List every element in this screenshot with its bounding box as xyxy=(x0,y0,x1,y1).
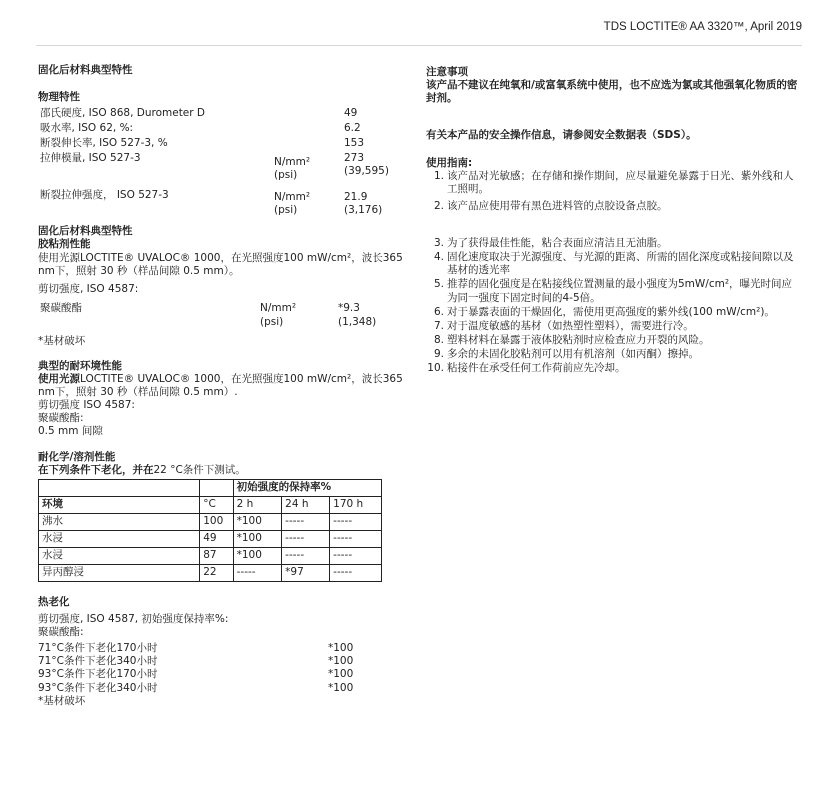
table-cell: ----- xyxy=(282,530,330,547)
chemical-subtitle-bold: 在下列条件下老化，并在 xyxy=(38,463,154,476)
table-cell xyxy=(39,479,200,496)
item-number: 5. xyxy=(433,278,444,291)
retention-header: 初始强度的保持率% xyxy=(233,479,381,496)
heat-aging-line1: 剪切强度, ISO 4587, 初始强度保持率%: xyxy=(38,612,229,625)
property-unit xyxy=(274,107,344,122)
list-item xyxy=(38,668,428,681)
table-cell: *97 xyxy=(282,564,330,581)
table-row xyxy=(38,183,408,217)
adhesive-table xyxy=(38,302,408,328)
chemical-subtitle-rest: 22 °C条件下测试。 xyxy=(153,463,246,476)
item-text: 固化速度取决于光源强度、与光源的距离、所需的固化深度或粘接间隙以及基材的透光率 xyxy=(447,251,794,277)
value-metric: *9.3 xyxy=(338,302,360,315)
heat-aging-label: 71°C条件下老化170小时 xyxy=(38,642,158,655)
table-cell: ----- xyxy=(330,547,382,564)
property-unit xyxy=(274,183,344,217)
heat-aging-title: 热老化 xyxy=(38,595,70,608)
item-number: 6. xyxy=(433,305,444,318)
environment-shear: 剪切强度 ISO 4587: xyxy=(38,399,135,412)
item-number: 7. xyxy=(433,319,444,332)
property-name: 邵氏硬度, ISO 868, Durometer D xyxy=(40,107,206,120)
item-text: 该产品应使用带有黑色进料管的点胶设备点胶。 xyxy=(447,199,668,212)
unit-imperial: (psi) xyxy=(260,315,284,328)
usage-title: 使用指南: xyxy=(426,156,473,169)
item-number: 8. xyxy=(433,333,444,346)
column-header: 24 h xyxy=(282,496,330,513)
table-row xyxy=(38,122,408,137)
list-item xyxy=(426,200,796,213)
unit-imperial: (psi) xyxy=(274,203,298,216)
table-cell xyxy=(200,479,233,496)
property-value xyxy=(344,152,408,182)
substrate-failure-note: *基材破坏 xyxy=(38,334,86,347)
table-cell: ----- xyxy=(330,564,382,581)
header-divider xyxy=(36,45,802,46)
table-row xyxy=(39,513,382,530)
table-cell: 沸水 xyxy=(39,513,200,530)
item-text: 推荐的固化强度是在粘接线位置测量的最小强度为5mW/cm²，曝光时间应为同一强度下固定时间的4-5倍。 xyxy=(447,278,793,304)
cured-properties-title: 固化后材料典型特性 xyxy=(38,64,133,76)
value-metric: 21.9 xyxy=(344,190,368,203)
chemical-resistance-table xyxy=(38,479,382,582)
property-unit xyxy=(274,137,344,152)
table-row xyxy=(39,547,382,564)
item-text: 塑料材料在暴露于液体胶粘剂时应检查应力开裂的风险。 xyxy=(447,333,710,346)
environment-intro-rest: LOCTITE® UVALOC® 1000，在光照强度100 mW/cm²，波长365 nm下，照射 30 秒（样品间隙 0.5 mm）. xyxy=(38,372,403,398)
table-header-row xyxy=(39,496,382,513)
environment-gap: 0.5 mm 间隙 xyxy=(38,425,103,438)
property-unit xyxy=(274,122,344,137)
item-number: 2. xyxy=(433,199,444,212)
column-header: 2 h xyxy=(233,496,282,513)
chemical-subtitle xyxy=(38,464,428,477)
property-value: 153 xyxy=(344,137,365,150)
item-text: 为了获得最佳性能，粘合表面应清洁且无油脂。 xyxy=(447,237,668,249)
list-item xyxy=(38,655,428,668)
table-cell: *100 xyxy=(233,513,282,530)
property-value: 49 xyxy=(344,107,358,120)
list-item xyxy=(426,306,796,319)
heat-aging-label: 93°C条件下老化340小时 xyxy=(38,681,158,694)
table-cell: ----- xyxy=(282,547,330,564)
environment-substrate: 聚碳酸酯: xyxy=(38,412,84,425)
item-text: 多余的未固化胶粘剂可以用有机溶剂（如丙酮）擦掉。 xyxy=(447,348,699,360)
table-cell: *100 xyxy=(233,530,282,547)
usage-list xyxy=(426,170,796,376)
heat-aging-label: 93°C条件下老化170小时 xyxy=(38,668,158,681)
list-item xyxy=(426,320,796,333)
heat-aging-value: *100 xyxy=(328,681,354,694)
chemical-resistance-title: 耐化学/溶剂性能 xyxy=(38,450,116,463)
property-unit xyxy=(260,302,338,328)
adhesive-section-title: 固化后材料典型特性 xyxy=(38,224,133,237)
list-item xyxy=(426,237,796,250)
environment-intro-bold: 使用光源 xyxy=(38,372,80,385)
table-row xyxy=(38,107,408,122)
list-item xyxy=(426,348,796,361)
physical-properties-title: 物理特性 xyxy=(38,91,80,104)
item-number: 3. xyxy=(433,237,444,249)
table-cell: 22 xyxy=(200,564,233,581)
precautions-title: 注意事项 xyxy=(426,66,468,78)
heat-aging-value: *100 xyxy=(328,642,354,655)
item-text: 对于温度敏感的基材（如热塑性塑料），需要进行冷。 xyxy=(447,319,694,332)
table-row xyxy=(39,530,382,547)
item-number: 9. xyxy=(433,348,444,360)
precautions-text: 该产品不建议在纯氧和/或富氧系统中使用，也不应选为氯或其他强氧化物质的密封剂。 xyxy=(426,79,798,105)
property-unit xyxy=(274,152,344,182)
table-cell: ----- xyxy=(330,530,382,547)
item-text: 粘接件在承受任何工作荷前应先冷却。 xyxy=(447,362,626,375)
heat-aging-list xyxy=(38,642,428,695)
table-row xyxy=(39,479,382,496)
table-cell: 87 xyxy=(200,547,233,564)
value-imperial: (39,595) xyxy=(344,165,389,178)
column-header: 170 h xyxy=(330,496,382,513)
item-number: 10. xyxy=(427,362,444,375)
left-column xyxy=(38,64,428,708)
unit-metric: N/mm² xyxy=(260,302,297,315)
list-item xyxy=(426,251,796,277)
heat-aging-label: 71°C条件下老化340小时 xyxy=(38,655,158,668)
value-metric: 273 xyxy=(344,152,365,165)
column-header: 环境 xyxy=(39,496,200,513)
table-cell: ----- xyxy=(282,513,330,530)
unit-imperial: (psi) xyxy=(274,169,298,182)
environment-title: 典型的耐环境性能 xyxy=(38,359,122,372)
property-name: 断裂拉伸强度， ISO 527-3 xyxy=(40,188,169,201)
unit-metric: N/mm² xyxy=(274,156,311,169)
column-header: °C xyxy=(200,496,233,513)
item-text: 该产品对光敏感；在存储和操作期间，应尽量避免暴露于日光、紫外线和人工照明。 xyxy=(447,169,794,195)
table-row xyxy=(38,302,408,328)
table-cell: ----- xyxy=(330,513,382,530)
substrate-name: 聚碳酸酯 xyxy=(40,302,82,315)
heat-aging-value: *100 xyxy=(328,655,354,668)
table-row xyxy=(38,152,408,182)
shear-strength-label: 剪切强度, ISO 4587: xyxy=(38,283,139,296)
table-cell: 异丙醇浸 xyxy=(39,564,200,581)
value-imperial: (1,348) xyxy=(338,315,377,328)
property-name: 吸水率, ISO 62, %: xyxy=(40,122,134,135)
table-cell: 100 xyxy=(200,513,233,530)
property-value xyxy=(344,183,408,217)
list-item xyxy=(426,278,796,304)
table-cell: *100 xyxy=(233,547,282,564)
environment-intro xyxy=(38,373,418,399)
property-name: 拉伸模量, ISO 527-3 xyxy=(40,152,141,165)
heat-aging-note: *基材破坏 xyxy=(38,694,86,707)
table-row xyxy=(39,564,382,581)
adhesive-intro: 使用光源LOCTITE® UVALOC® 1000，在光照强度100 mW/cm²，波长365 nm下，照射 30 秒（样品间隙 0.5 mm）。 xyxy=(38,252,403,278)
table-cell: 水浸 xyxy=(39,547,200,564)
property-value xyxy=(338,302,408,328)
physical-properties-table xyxy=(38,107,408,217)
item-text: 对于暴露表面的干燥固化，需使用更高强度的紫外线(100 mW/cm²)。 xyxy=(447,305,775,318)
table-cell: 水浸 xyxy=(39,530,200,547)
list-item xyxy=(426,170,796,196)
item-number: 1. xyxy=(433,169,444,182)
table-cell: ----- xyxy=(233,564,282,581)
item-number: 4. xyxy=(433,251,444,264)
document-header: TDS LOCTITE® AA 3320™, April 2019 xyxy=(603,21,802,33)
adhesive-properties-title: 胶粘剂性能 xyxy=(38,237,91,250)
value-imperial: (3,176) xyxy=(344,203,383,216)
property-name: 断裂伸长率, ISO 527-3, % xyxy=(40,137,168,150)
table-cell: 49 xyxy=(200,530,233,547)
heat-aging-line2: 聚碳酸酯: xyxy=(38,626,84,638)
list-item xyxy=(426,362,796,375)
unit-metric: N/mm² xyxy=(274,190,311,203)
heat-aging-value: *100 xyxy=(328,668,354,681)
safety-info: 有关本产品的安全操作信息，请参阅安全数据表（SDS）。 xyxy=(426,129,697,142)
list-item xyxy=(38,682,428,695)
right-column xyxy=(426,66,806,376)
property-value: 6.2 xyxy=(344,122,361,135)
list-item xyxy=(426,334,796,347)
table-row xyxy=(38,137,408,152)
list-item xyxy=(38,642,428,655)
